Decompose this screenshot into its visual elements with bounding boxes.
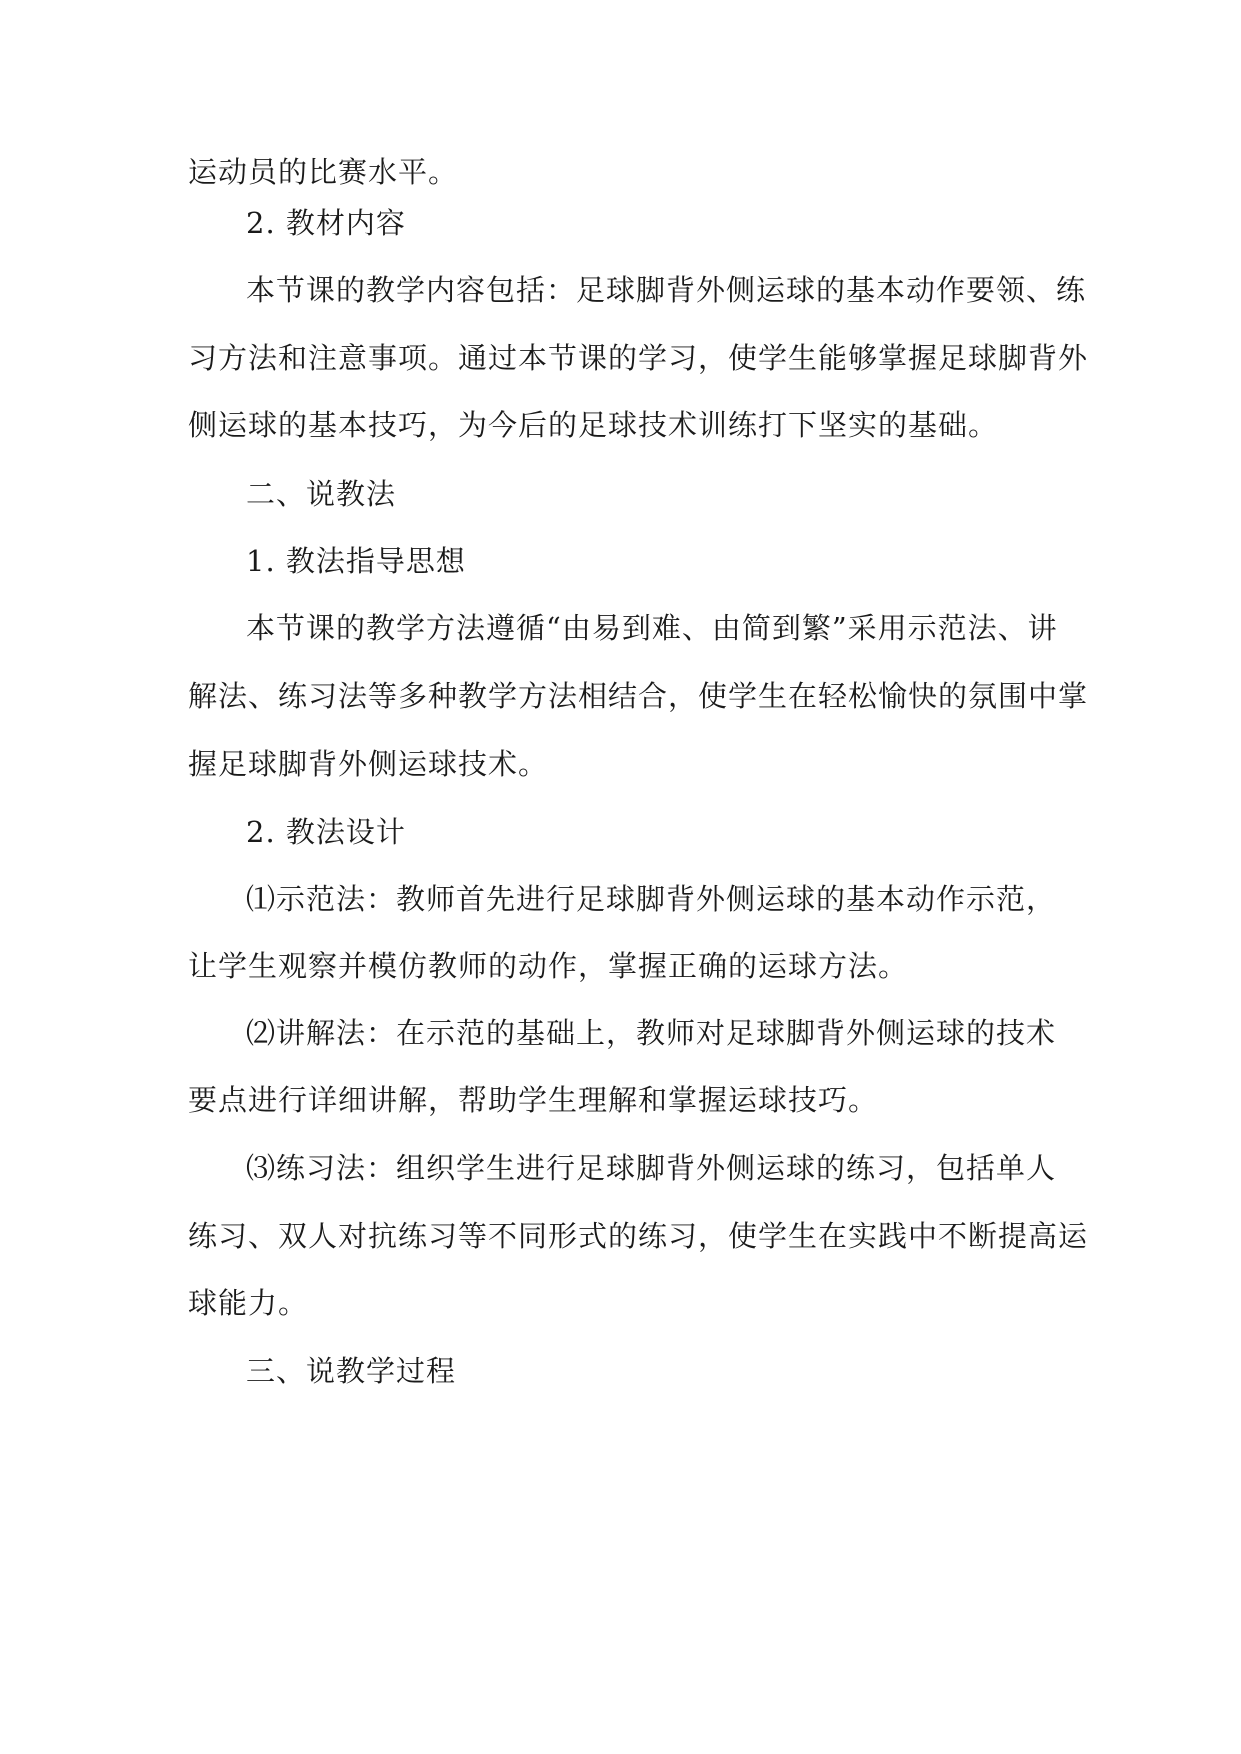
section-heading: 二、说教法: [246, 477, 397, 511]
paragraph-line: ⑵讲解法：在示范的基础上，教师对足球脚背外侧运球的技术: [246, 1016, 1057, 1050]
section-heading: 1. 教法指导思想: [246, 544, 466, 578]
paragraph-line: 要点进行详细讲解，帮助学生理解和掌握运球技巧。: [188, 1083, 879, 1117]
paragraph-line: ⑴示范法：教师首先进行足球脚背外侧运球的基本动作示范，: [246, 882, 1057, 916]
paragraph-line: 习方法和注意事项。通过本节课的学习，使学生能够掌握足球脚背外: [188, 341, 1089, 375]
paragraph-line: 握足球脚背外侧运球技术。: [188, 747, 549, 781]
section-heading: 三、说教学过程: [246, 1354, 457, 1388]
paragraph-line: 让学生观察并模仿教师的动作，掌握正确的运球方法。: [188, 949, 909, 983]
paragraph-line: 球能力。: [188, 1286, 309, 1320]
paragraph-line: 练习、双人对抗练习等不同形式的练习，使学生在实践中不断提高运: [188, 1219, 1089, 1253]
section-heading: 2. 教材内容: [246, 206, 406, 240]
paragraph-line: 本节课的教学方法遵循“由易到难、由简到繁”采用示范法、讲: [246, 611, 1058, 645]
paragraph-line: 运动员的比赛水平。: [188, 155, 459, 189]
paragraph-line: 侧运球的基本技巧，为今后的足球技术训练打下坚实的基础。: [188, 408, 999, 442]
paragraph-line: 解法、练习法等多种教学方法相结合，使学生在轻松愉快的氛围中掌: [188, 679, 1089, 713]
section-heading: 2. 教法设计: [246, 815, 406, 849]
paragraph-line: ⑶练习法：组织学生进行足球脚背外侧运球的练习，包括单人: [246, 1151, 1057, 1185]
paragraph-line: 本节课的教学内容包括：足球脚背外侧运球的基本动作要领、练: [246, 273, 1087, 307]
